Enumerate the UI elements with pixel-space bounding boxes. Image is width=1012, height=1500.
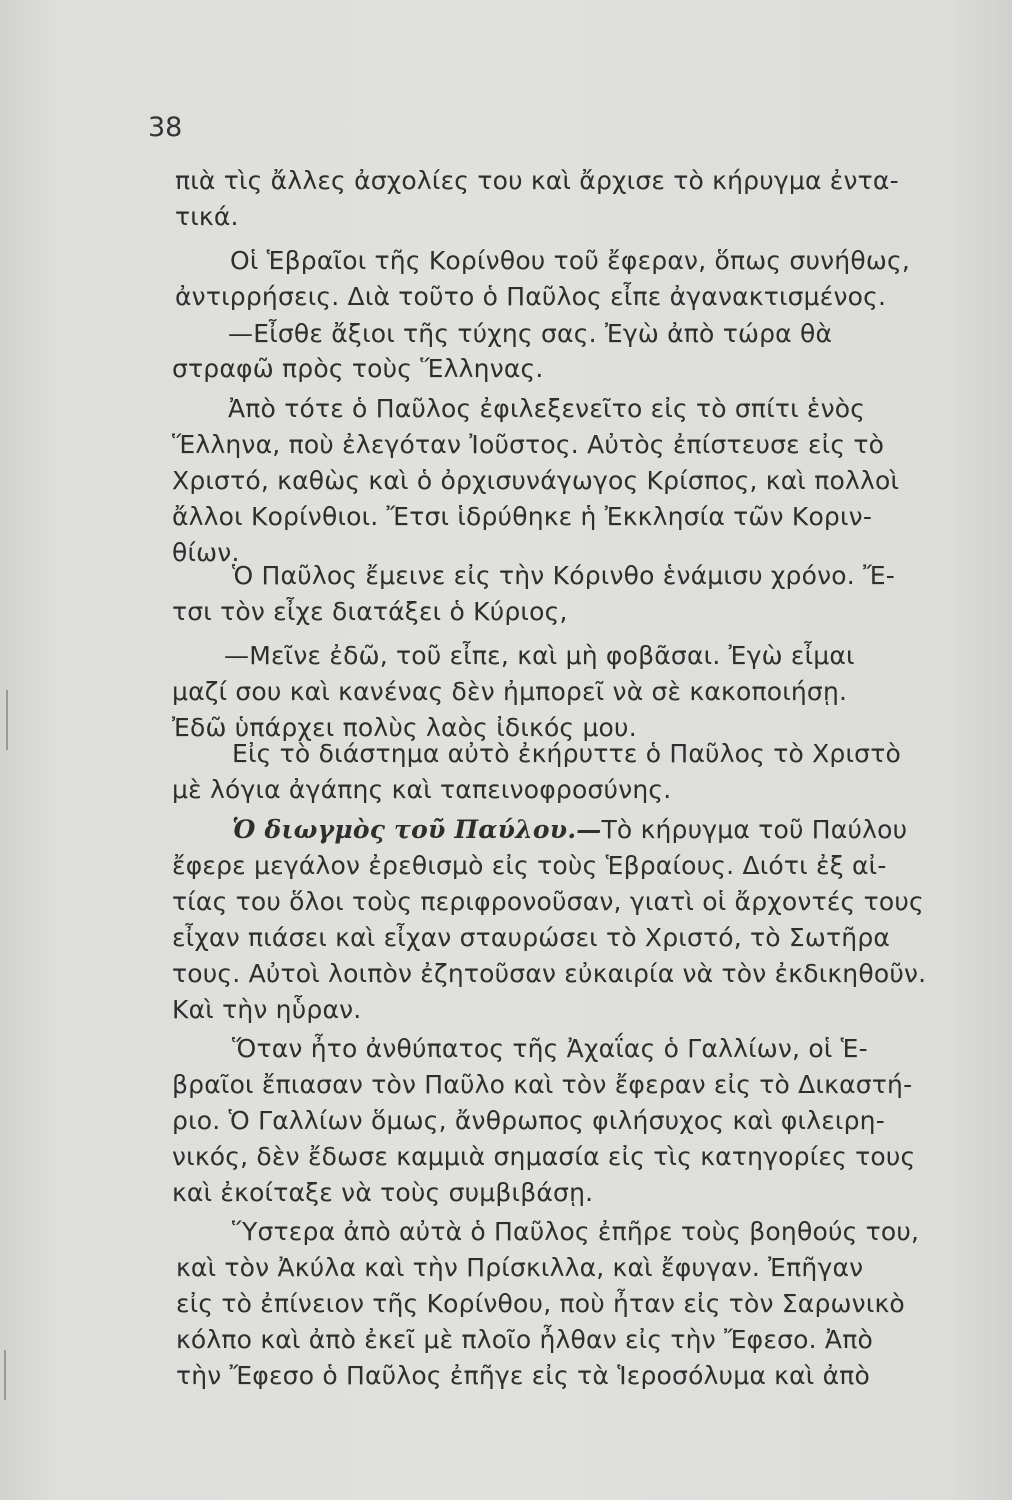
text-line: κόλπο καὶ ἀπὸ ἐκεῖ μὲ πλοῖο ἦλθαν εἰς τὴν Ἔφεσο. Ἀπὸ <box>176 1325 873 1354</box>
text-line: Ὁ Παῦλος ἔμεινε εἰς τὴν Κόρινθο ἑνάμισυ χρόνο. Ἔ- <box>232 561 895 590</box>
text-line: Ἐδῶ ὑπάρχει πολὺς λαὸς ἰδικός μου. <box>172 713 637 742</box>
page-number: 38 <box>148 112 183 143</box>
text-line: εἰς τὸ ἐπίνειον τῆς Κορίνθου, ποὺ ἦταν εἰς τὸν Σαρωνικὸ <box>176 1289 905 1318</box>
section-heading-line <box>232 814 907 846</box>
text-line: Οἱ Ἑβραῖοι τῆς Κορίνθου τοῦ ἔφεραν, ὅπως συνήθως, <box>230 246 910 275</box>
text-line: καὶ ἐκοίταξε νὰ τοὺς συμβιβάσῃ. <box>172 1178 594 1207</box>
text-line: Ἀπὸ τότε ὁ Παῦλος ἐφιλεξενεῖτο εἰς τὸ σπίτι ἑνὸς <box>228 394 866 423</box>
text-line: πιὰ τὶς ἄλλες ἀσχολίες του καὶ ἄρχισε τὸ κήρυγμα ἐντα- <box>175 166 899 195</box>
text-line: ριο. Ὁ Γαλλίων ὅμως, ἄνθρωπος φιλήσυχος καὶ φιλειρη- <box>172 1106 885 1135</box>
text-line: —Μεῖνε ἐδῶ, τοῦ εἶπε, καὶ μὴ φοβᾶσαι. Ἐγὼ εἶμαι <box>224 641 855 670</box>
heading-line-text: Τὸ κήρυγμα τοῦ Παύλου <box>601 815 908 844</box>
text-line: στραφῶ πρὸς τοὺς Ἕλληνας. <box>172 354 544 383</box>
text-line: Καὶ τὴν ηὗραν. <box>172 995 362 1024</box>
text-line: τους. Αὐτοὶ λοιπὸν ἐζητοῦσαν εὐκαιρία νὰ τὸν ἐκδικηθοῦν. <box>172 959 927 988</box>
text-line: εἶχαν πιάσει καὶ εἶχαν σταυρώσει τὸ Χριστό, τὸ Σωτῆρα <box>172 923 891 952</box>
text-line: Χριστό, καθὼς καὶ ὁ ὀρχισυνάγωγος Κρίσπος, καὶ πολλοὶ <box>172 466 900 495</box>
text-line: ἀντιρρήσεις. Διὰ τοῦτο ὁ Παῦλος εἶπε ἀγανακτισμένος. <box>175 282 887 311</box>
text-line: θίων. <box>172 538 240 567</box>
section-heading: Ὁ διωγμὸς τοῦ Παύλου.— <box>232 815 602 844</box>
text-line: —Εἶσθε ἄξιοι τῆς τύχης σας. Ἐγὼ ἀπὸ τώρα θὰ <box>228 319 833 348</box>
text-line: Ὅταν ἦτο ἀνθύπατος τῆς Ἀχαΐας ὁ Γαλλίων, οἱ Ἑ- <box>232 1034 868 1063</box>
text-line: βραῖοι ἔπιασαν τὸν Παῦλο καὶ τὸν ἔφεραν εἰς τὸ Δικαστή- <box>172 1070 913 1099</box>
text-line: ἄλλοι Κορίνθιοι. Ἔτσι ἱδρύθηκε ἡ Ἐκκλησία τῶν Κοριν- <box>172 502 873 531</box>
text-line: τίας του ὅλοι τοὺς περιφρονοῦσαν, γιατὶ οἱ ἄρχοντές τους <box>172 887 924 916</box>
text-line: τσι τὸν εἶχε διατάξει ὁ Κύριος, <box>172 597 568 626</box>
text-line: Ἕλληνα, ποὺ ἐλεγόταν Ἰοῦστος. Αὐτὸς ἐπίστευσε εἰς τὸ <box>172 430 885 459</box>
text-line: νικός, δὲν ἔδωσε καμμιὰ σημασία εἰς τὶς κατηγορίες τους <box>172 1142 916 1171</box>
text-line: Ὕστερα ἀπὸ αὐτὰ ὁ Παῦλος ἐπῆρε τοὺς βοηθούς του, <box>232 1217 920 1246</box>
text-line: μὲ λόγια ἀγάπης καὶ ταπεινοφροσύνης. <box>172 775 672 804</box>
text-line: καὶ τὸν Ἀκύλα καὶ τὴν Πρίσκιλλα, καὶ ἔφυγαν. Ἐπῆγαν <box>176 1253 864 1282</box>
text-line: τὴν Ἔφεσο ὁ Παῦλος ἐπῆγε εἰς τὰ Ἱεροσόλυμα καὶ ἀπὸ <box>176 1361 870 1390</box>
text-line: ἔφερε μεγάλον ἐρεθισμὸ εἰς τοὺς Ἑβραίους. Διότι ἐξ αἰ- <box>172 851 887 880</box>
text-line: Εἰς τὸ διάστημα αὐτὸ ἐκήρυττε ὁ Παῦλος τὸ Χριστὸ <box>232 739 901 768</box>
text-line: μαζί σου καὶ κανένας δὲν ἠμπορεῖ νὰ σὲ κακοποιήσῃ. <box>172 677 848 706</box>
text-line: τικά. <box>175 202 239 231</box>
